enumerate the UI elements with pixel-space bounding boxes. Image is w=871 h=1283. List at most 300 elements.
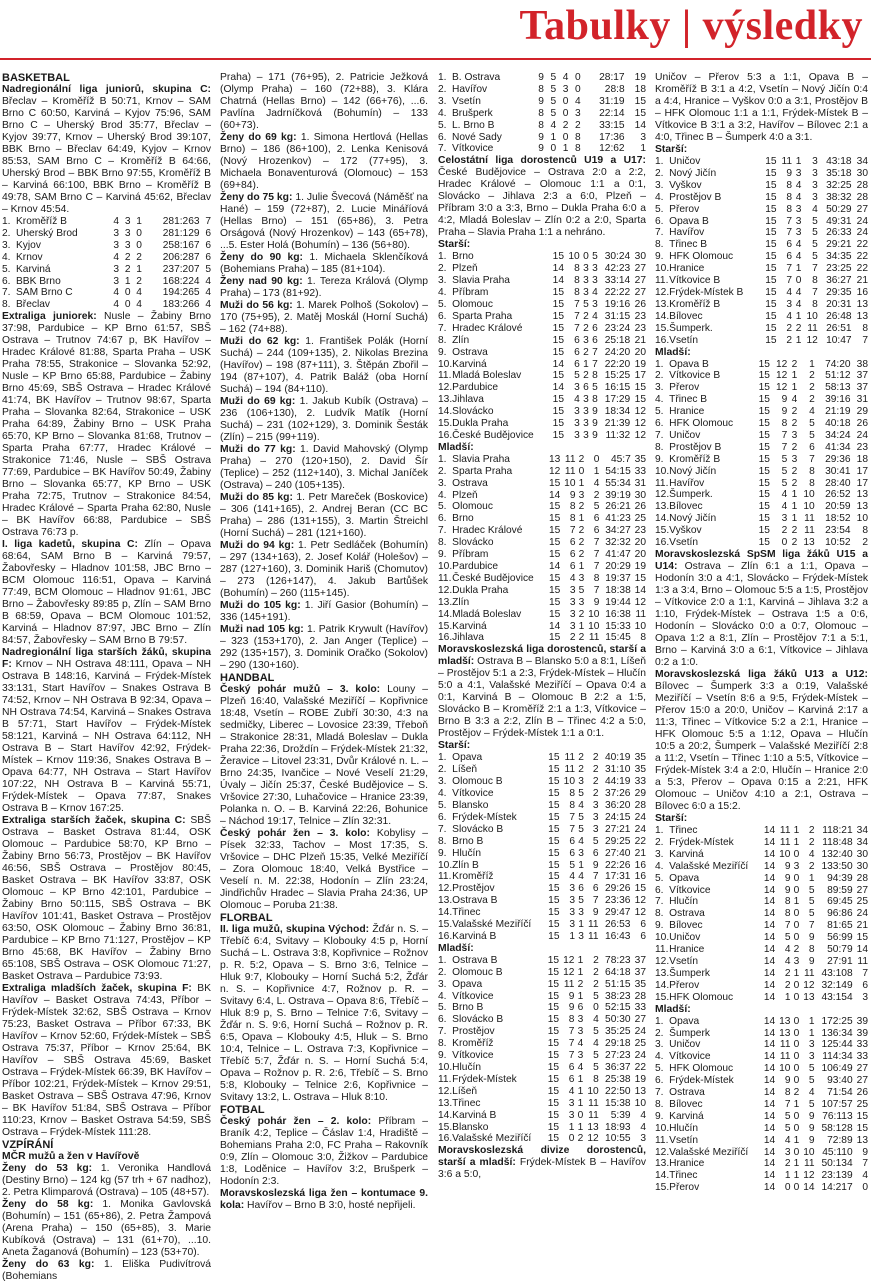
team-name-cell: Vítkovice xyxy=(452,788,494,800)
competition-title: Ženy do 90 kg: xyxy=(220,252,303,263)
table-row xyxy=(2,264,211,276)
stat-cell: 4 xyxy=(795,191,802,203)
stat-cell: 9 xyxy=(781,406,788,418)
stat-cell: 15 xyxy=(547,1085,560,1097)
stat-cell: 0 xyxy=(793,979,800,991)
stat-cell: 13 xyxy=(856,489,868,501)
stat-cell: 15 xyxy=(548,835,560,847)
stat-cell: 22 xyxy=(856,251,868,263)
stat-cell: 43:108 xyxy=(821,967,853,979)
stat-cell: 3 xyxy=(569,596,576,608)
stat-cell: 4 xyxy=(808,848,815,860)
stat-cell: 7 xyxy=(786,227,793,239)
stat-cell: 55:34 xyxy=(605,477,631,489)
stat-cell: 3 xyxy=(592,263,598,275)
team-name-cell: Líšeň xyxy=(452,764,478,776)
stat-cell: 9 xyxy=(538,95,544,107)
stat-cell: 8 xyxy=(569,799,576,811)
stat-cell: 5 xyxy=(550,83,557,95)
stat-cell: 8 xyxy=(812,298,818,310)
stat-cell: 2 xyxy=(808,836,815,848)
stat-cell: 4 xyxy=(593,1038,599,1050)
rank-cell: 3. xyxy=(655,382,664,394)
stat-cell: 118:21 xyxy=(822,825,853,836)
results-text: Praha) – 171 (76+95), 2. Patricie Ježková (Olymp Praha) – 160 (72+88), 3. Klára Chatrná (Hellas Brno) – 142 (66+76), ...6. Pavlína Jadrníčková (Bohumín) – 133 (60+73). xyxy=(220,72,428,131)
stat-cell: 26:53 xyxy=(604,919,631,931)
table-row xyxy=(2,216,211,228)
stat-cell: 19:16 xyxy=(604,298,631,310)
stat-cell: 5 xyxy=(205,263,211,275)
rank-cell: 1. xyxy=(438,453,447,465)
stat-cell: 15 xyxy=(634,394,646,406)
stat-cell: 2 xyxy=(574,119,581,131)
standings-table xyxy=(438,251,646,442)
table-row xyxy=(438,311,646,323)
stat-cell: 5 xyxy=(593,1050,599,1062)
stat-cell: 21 xyxy=(634,847,646,859)
stat-cell: 3 xyxy=(795,227,802,239)
team-name-cell: Karviná xyxy=(452,358,487,370)
stat-cell: 15:33 xyxy=(605,620,631,632)
stat-cell: 4 xyxy=(593,1014,599,1026)
results-text: Nusle – Žabiny Brno 37:98, Pardubice – KP Brno 61:57, SBŠ Ostrava – Trutnov 74:67 p, BK Havířov – Hradec Králové 81:88, Sparta Praha – USK Praha 78:55, Strakonice – Slovanka 52:92, Nusle – KP Brno 65:88, Pardubice – Žabiny Brno 45:69, SBŠ Ostrava – Hradec Králové 41:74, BK Havířov – Trutnov 98:67, Sparta Praha – Slovanka 82:64, Strakonice – USK Praha 64:89, Žabiny Brno – USK Praha 65:70, KP Brno – Slovanka 81:68, Trutnov – Sparta Praha 67:77, Hradec Králové – Strakonice 71:46, Nusle – SBŠ Ostrava 77:69, Pardubice – BK Havířov 50:49, Žabiny Brno – Slovanka 65:77, KP Brno – USK Praha 72:75, Trutnov – Strakonice 84:54, Hradec Králové – Sparta Praha 62:80, Nusle – BK Havířov 66:88, Pardubice – SBŠ Ostrava 76:73 p. xyxy=(2,311,212,539)
stat-cell: 2 xyxy=(809,394,815,406)
stat-cell: 4 xyxy=(812,203,818,215)
results-paragraph xyxy=(220,684,428,828)
table-row xyxy=(438,1133,646,1145)
competition-title: Nadregionální liga juniorů, skupina C: xyxy=(2,84,211,95)
rank-cell: 7. xyxy=(2,287,11,299)
stat-cell: 15 xyxy=(758,453,770,465)
stat-cell: 2 xyxy=(592,788,599,800)
stat-cell: 18:52 xyxy=(825,513,851,525)
stat-cell: 27:40 xyxy=(604,847,631,859)
stat-cell: 10 xyxy=(587,1085,599,1097)
rank-cell: 11. xyxy=(655,1134,669,1146)
stat-cell: 132:40 xyxy=(821,848,853,860)
rank-cell: 5. xyxy=(438,501,447,513)
stat-cell: 8 xyxy=(574,287,580,299)
standings-table xyxy=(655,825,868,1004)
rank-cell: 15. xyxy=(655,322,670,334)
team-name-cell: Bílovec xyxy=(669,501,703,513)
stat-cell: 8 xyxy=(592,394,598,406)
stat-cell: 29:25 xyxy=(604,835,631,847)
rank-cell: 4. xyxy=(438,990,447,1002)
stat-cell: 39 xyxy=(856,1027,868,1039)
stat-cell: 15 xyxy=(548,632,561,644)
stat-cell: 26 xyxy=(634,501,646,513)
rank-cell: 11. xyxy=(655,944,669,956)
stat-cell: 12 xyxy=(776,358,788,370)
table-row xyxy=(655,932,868,944)
stat-cell: 7 xyxy=(808,920,815,932)
stat-cell: 3 xyxy=(569,584,576,596)
stat-cell: 20:59 xyxy=(825,501,851,513)
stat-cell: 17:36 xyxy=(599,131,625,143)
stat-cell: 2 xyxy=(578,525,585,537)
team-name-cell: Slavia Praha xyxy=(452,453,510,465)
stat-cell: 20:31 xyxy=(826,298,852,310)
stat-cell: 15 xyxy=(548,847,560,859)
team-name-cell: Hranice xyxy=(669,263,705,275)
rank-cell: 2. xyxy=(655,1027,664,1039)
table-row xyxy=(655,370,868,382)
team-name-cell: Sparta Praha xyxy=(452,465,513,477)
stat-cell: 5 xyxy=(592,835,599,847)
rank-cell: 4. xyxy=(655,394,664,406)
stat-cell: 0 xyxy=(793,932,800,944)
stat-cell: 6 xyxy=(809,441,815,453)
stat-cell: 15 xyxy=(758,465,770,477)
stat-cell: 0 xyxy=(793,872,800,884)
results-text: Louny – Plzeň 16:40, Valašské Meziříčí – Kopřivnice 18:48, Vsetín – ROBE Zubří 30:30, 4:3 na sedmičky, Liberec – Lovosice 23:39, Třeboň – Strakonice 28:31, Mladá Boleslav – Dukla Praha 22:36, Droždín – Frýdek-Místek 21:32, Žeravice – Litovel 23:31, Dvůr Králové n. L. – Brno 24:35, Ivančice – Nové Veselí 21:29, Úvaly – Jičín 25:37, České Budějovice – S. Vršovice 27:30, Luhačovice – Hranice 23:39, Polanka n. O. – B. Karviná 22:26, Bohunice – Náchod 19:17, Telnice – Zlín 32:31. xyxy=(220,684,428,827)
stat-cell: 15 xyxy=(547,1038,560,1050)
stat-cell: 3 xyxy=(113,227,120,239)
stat-cell: 5 xyxy=(781,465,788,477)
rank-cell: 5. xyxy=(438,298,447,310)
stat-cell: 15 xyxy=(765,322,777,334)
stat-cell: 14 xyxy=(763,1027,776,1039)
stat-cell: 12 xyxy=(803,979,815,991)
stat-cell: 31 xyxy=(856,394,868,406)
stat-cell: 51:12 xyxy=(825,370,851,382)
table-row xyxy=(655,1135,868,1147)
stat-cell: 10 xyxy=(568,251,580,263)
stat-cell: 4 xyxy=(786,286,793,298)
team-name-cell: Hlučín xyxy=(452,847,482,859)
stat-cell: 4 xyxy=(592,287,598,299)
rank-cell: 12. xyxy=(655,286,670,298)
rank-cell: 6. xyxy=(2,275,11,287)
stat-cell: 5 xyxy=(569,859,576,871)
stat-cell: 1 xyxy=(793,967,800,979)
stat-cell: 22:50 xyxy=(605,1085,631,1097)
stat-cell: 7 xyxy=(569,811,576,823)
team-name-cell: Karviná xyxy=(16,263,51,275)
stat-cell: 6 xyxy=(786,239,793,251)
stat-cell: 14 xyxy=(763,848,776,860)
stat-cell: 43:18 xyxy=(826,156,852,167)
stat-cell: 24 xyxy=(856,215,868,227)
team-name-cell: HFK Olomouc xyxy=(669,251,734,263)
stat-cell: 72:89 xyxy=(827,1134,853,1146)
team-name-cell: SAM Brno C xyxy=(16,287,73,299)
stat-cell: 5 xyxy=(592,251,598,263)
rank-cell: 1. xyxy=(2,216,11,227)
stat-cell: 4 xyxy=(784,1134,791,1146)
stat-cell: 2 xyxy=(583,322,589,334)
team-name-cell: Frýdek-Místek B xyxy=(669,286,744,298)
stat-cell: 8 xyxy=(640,632,646,644)
stat-cell: 32:149 xyxy=(821,979,853,991)
stat-cell: 5 xyxy=(812,239,818,251)
stat-cell: 1 xyxy=(550,131,557,143)
stat-cell: 30 xyxy=(856,860,868,872)
table-row xyxy=(438,919,646,931)
stat-cell: 23 xyxy=(634,310,646,322)
stat-cell: 14 xyxy=(552,358,565,370)
table-row xyxy=(438,848,646,860)
table-row xyxy=(438,955,646,967)
stat-cell: 0 xyxy=(795,275,802,287)
stat-cell: 29:47 xyxy=(604,907,631,919)
stat-cell: 1 xyxy=(791,513,798,525)
stat-cell: 56:99 xyxy=(827,932,853,944)
stat-cell: 13 xyxy=(779,1027,791,1039)
stat-cell: 2 xyxy=(592,764,599,776)
table-row xyxy=(438,1074,646,1086)
stat-cell: 1 xyxy=(578,859,584,871)
stat-cell: 1 xyxy=(577,1121,584,1133)
team-name-cell: Vsetín xyxy=(452,95,481,107)
stat-cell: 15 xyxy=(758,418,770,430)
stat-cell: 4 xyxy=(550,119,557,131)
team-name-cell: Kroměříž B xyxy=(16,216,67,227)
team-name-cell: Prostějov B xyxy=(669,441,722,453)
stat-cell: 2 xyxy=(791,358,798,370)
stat-cell: 8 xyxy=(569,501,576,513)
stat-cell: 3 xyxy=(791,429,798,441)
table-row xyxy=(655,896,868,908)
stat-cell: 11:32 xyxy=(605,429,631,441)
stat-cell: 3 xyxy=(578,776,584,788)
stat-cell: 28 xyxy=(856,872,868,884)
rank-cell: 9. xyxy=(438,1050,447,1062)
stat-cell: 25 xyxy=(856,896,868,908)
stat-cell: 35 xyxy=(634,764,646,776)
stat-cell: 22:14 xyxy=(599,107,625,119)
team-name-cell: Přerov xyxy=(669,382,700,394)
stat-cell: 14 xyxy=(763,920,776,932)
stat-cell: 1 xyxy=(793,1158,800,1170)
table-row xyxy=(438,931,646,943)
stat-cell: 3 xyxy=(577,1014,584,1026)
stat-cell: 33 xyxy=(634,465,646,477)
standings-table xyxy=(655,359,868,550)
stat-cell: 2 xyxy=(583,310,589,322)
results-paragraph xyxy=(2,815,211,983)
stat-cell: 5 xyxy=(593,501,600,513)
team-name-cell: Plzeň xyxy=(452,263,478,275)
results-text: 1. Petr Sedláček (Bohumín) – 297 (134+163), 2. Josef Kolář (Holešov) – 287 (127+160), 3. Dominik Hariš (Chomutov) – 273 (126+147), 4. Jakub Bartůšek (Bohumín) – 260 (115+145). xyxy=(220,540,429,599)
stat-cell: 15 xyxy=(547,1073,560,1085)
team-name-cell: Šumperk xyxy=(669,1027,710,1039)
stat-cell: 9 xyxy=(568,1002,575,1014)
stat-cell: 5 xyxy=(809,429,815,441)
stat-cell: 2 xyxy=(578,501,585,513)
results-text: Havířov – Brno B 3:0, hosté nepřijeli. xyxy=(247,1200,416,1211)
stat-cell: 29:26 xyxy=(604,883,631,895)
results-paragraph xyxy=(220,132,428,192)
stat-cell: 3 xyxy=(583,429,589,441)
stat-cell: 2 xyxy=(786,334,793,346)
stat-cell: 51:15 xyxy=(605,978,631,990)
stat-cell: 44:19 xyxy=(604,776,631,788)
stat-cell: 8 xyxy=(862,525,868,537)
competition-title: Extraliga starších žaček, skupina C: xyxy=(2,815,186,827)
stat-cell: 15 xyxy=(758,394,770,406)
stat-cell: 9 xyxy=(784,1075,791,1087)
table-row xyxy=(655,454,868,466)
team-name-cell: Hranice xyxy=(669,944,705,956)
stat-cell: 4 xyxy=(569,572,576,584)
stat-cell: 0 xyxy=(136,239,142,251)
stat-cell: 14 xyxy=(552,275,565,287)
rank-cell: 9. xyxy=(438,549,447,561)
stat-cell: 4 xyxy=(136,299,142,311)
standings-table xyxy=(2,216,211,311)
stat-cell: 2 xyxy=(562,119,569,131)
stat-cell: 15 xyxy=(856,1122,868,1134)
table-row xyxy=(655,239,868,251)
stat-cell: 26:48 xyxy=(826,310,852,322)
stat-cell: 2 xyxy=(791,441,798,453)
table-row xyxy=(438,788,646,800)
stat-cell: 9 xyxy=(592,406,598,418)
team-name-cell: Bílovec xyxy=(669,920,703,932)
stat-cell: 4 xyxy=(136,287,142,299)
rank-cell: 5. xyxy=(2,263,11,275)
stat-cell: 1 xyxy=(577,1085,584,1097)
rank-cell: 4. xyxy=(438,287,447,299)
stat-cell: 5 xyxy=(812,215,818,227)
results-text: 1. Jiří Gasior (Bohumín) – 336 (145+191). xyxy=(220,600,429,623)
stat-cell: 6 xyxy=(569,537,576,549)
stat-cell: 14 xyxy=(548,620,561,632)
stat-cell: 2 xyxy=(808,825,815,836)
results-text: Ostrava B – Blansko 5:0 a 8:1, Líšeň – Prostějov 5:1 a 2:3, Frýdek-Místek – Hlučín 5:0 a 4:1, Valašské Meziříčí – Opava 0:4 a 0:1, Karviná B – Olomouc B 2:2 a 1:5, Slovácko B – Kroměříž 2:1 a 1:3, Vítkovice – Brno B 3:3 a 2:2, Zlín B – Třinec 4:2 a 5:0, Prostějov – Frýdek-Místek 1:1 a 0:1. xyxy=(438,656,646,740)
stat-cell: 54:15 xyxy=(605,465,631,477)
stat-cell: 18:93 xyxy=(605,1121,631,1133)
stat-cell: 27:91 xyxy=(827,955,853,967)
stat-cell: 15 xyxy=(548,513,561,525)
results-column-4 xyxy=(655,72,868,1194)
stat-cell: 13 xyxy=(779,1015,791,1027)
stat-cell: 4 xyxy=(784,955,791,967)
subsection-heading: Starší: xyxy=(438,239,471,251)
stat-cell: 9 xyxy=(538,143,544,155)
stat-cell: 7 xyxy=(786,275,793,287)
stat-cell: 3 xyxy=(578,489,585,501)
results-text: 1. Veronika Handlová (Destiny Brno) – 124 kg (57 trh + 67 nadhoz), 2. Petra Klimparová (Ostrava) – 105 (48+57). xyxy=(2,1163,212,1199)
stat-cell: 1 xyxy=(562,143,569,155)
table-row xyxy=(655,825,868,837)
stat-cell: 0 xyxy=(793,1146,800,1158)
stat-cell: 14 xyxy=(634,119,646,131)
rank-cell: 16. xyxy=(438,1133,453,1145)
stat-cell: 15 xyxy=(552,394,565,406)
stat-cell: 5 xyxy=(781,477,788,489)
stat-cell: 15 xyxy=(548,596,561,608)
stat-cell: 16 xyxy=(634,871,646,883)
results-paragraph xyxy=(655,669,868,813)
stat-cell: 0 xyxy=(550,143,557,155)
rank-cell: 8. xyxy=(438,1038,447,1050)
table-row xyxy=(438,1038,646,1050)
stat-cell: 10 xyxy=(564,477,576,489)
stat-cell: 0 xyxy=(793,920,800,932)
table-row xyxy=(655,908,868,920)
stat-cell: 11 xyxy=(804,967,815,979)
stat-cell: 1 xyxy=(791,501,798,513)
rank-cell: 6. xyxy=(438,310,447,322)
table-row xyxy=(438,883,646,895)
stat-cell: 15 xyxy=(765,263,777,275)
table-row xyxy=(438,287,646,299)
stat-cell: 89:59 xyxy=(827,884,853,896)
team-name-cell: Olomouc xyxy=(452,501,493,513)
stat-cell: 15 xyxy=(765,310,777,322)
stat-cell: 11 xyxy=(564,752,576,764)
stat-cell: 45:7 xyxy=(610,453,631,465)
stat-cell: 16 xyxy=(856,286,868,298)
stat-cell: 6 xyxy=(569,847,576,859)
stat-cell: 0 xyxy=(593,1002,599,1014)
stat-cell: 4 xyxy=(578,835,584,847)
rank-cell: 7. xyxy=(655,896,664,908)
stat-cell: 9 xyxy=(808,1122,815,1134)
stat-cell: 15 xyxy=(548,572,561,584)
stat-cell: 27 xyxy=(634,1014,646,1026)
stat-cell: 9 xyxy=(593,596,600,608)
rank-cell: 15. xyxy=(438,620,453,632)
stat-cell: 14:217 xyxy=(821,1182,853,1194)
team-name-cell: Třinec B xyxy=(669,394,708,406)
stat-cell: 3 xyxy=(113,239,120,251)
section-heading: FOTBAL xyxy=(220,1104,265,1116)
rank-cell: 7. xyxy=(438,525,447,537)
results-text: 1. Marek Polhoš (Sokolov) – 170 (75+95), 2. Matěj Moskál (Horní Suchá) – 162 (74+88). xyxy=(220,300,428,335)
table-row xyxy=(438,263,646,275)
team-name-cell: Frýdek-Místek xyxy=(669,1075,734,1087)
table-row xyxy=(438,537,646,549)
stat-cell: 2 xyxy=(791,477,798,489)
stat-cell: 11 xyxy=(804,513,815,525)
stat-cell: 5 xyxy=(578,584,585,596)
stat-cell: 15 xyxy=(547,1121,560,1133)
table-row xyxy=(438,1110,646,1122)
stat-cell: 12 xyxy=(776,370,788,382)
competition-title: I. liga kadetů, skupina C: xyxy=(2,539,138,551)
stat-cell: 4 xyxy=(568,1085,575,1097)
rank-cell: 9. xyxy=(655,453,664,465)
results-text: 1. Petr Mareček (Boskovice) – 306 (141+165), 2. Andrej Beran (CC BC Praha) – 286 (131+155), 3. Martin Štreichl (Horní Suchá) – 281 (121+160). xyxy=(220,492,428,539)
stat-cell: 13 xyxy=(634,1085,646,1097)
team-name-cell: Frýdek-Místek xyxy=(452,811,517,823)
stat-cell: 281:263 xyxy=(162,216,200,227)
stat-cell: 14 xyxy=(763,1122,776,1134)
results-paragraph xyxy=(2,84,211,216)
stat-cell: 69:45 xyxy=(827,896,853,908)
stat-cell: 3 xyxy=(113,275,120,287)
stat-cell: 24 xyxy=(856,429,868,441)
rank-cell: 15. xyxy=(655,525,670,537)
rank-cell: 10. xyxy=(655,263,670,275)
stat-cell: 17 xyxy=(856,465,868,477)
stat-cell: 1 xyxy=(793,825,800,836)
team-name-cell: Břeclav xyxy=(16,299,50,311)
competition-title: Moravskoslezská liga žen – kontumace 9. kola: xyxy=(220,1188,428,1211)
stat-cell: 14 xyxy=(763,1158,776,1170)
stat-cell: 1 xyxy=(577,966,584,978)
stat-cell: 4 xyxy=(809,406,815,418)
team-name-cell: Valašské Meziříčí xyxy=(669,1146,749,1158)
stat-cell: 9 xyxy=(592,907,599,919)
stat-cell: 1 xyxy=(795,263,802,275)
stat-cell: 3 xyxy=(577,1050,584,1062)
stat-cell: 15 xyxy=(547,1062,560,1073)
